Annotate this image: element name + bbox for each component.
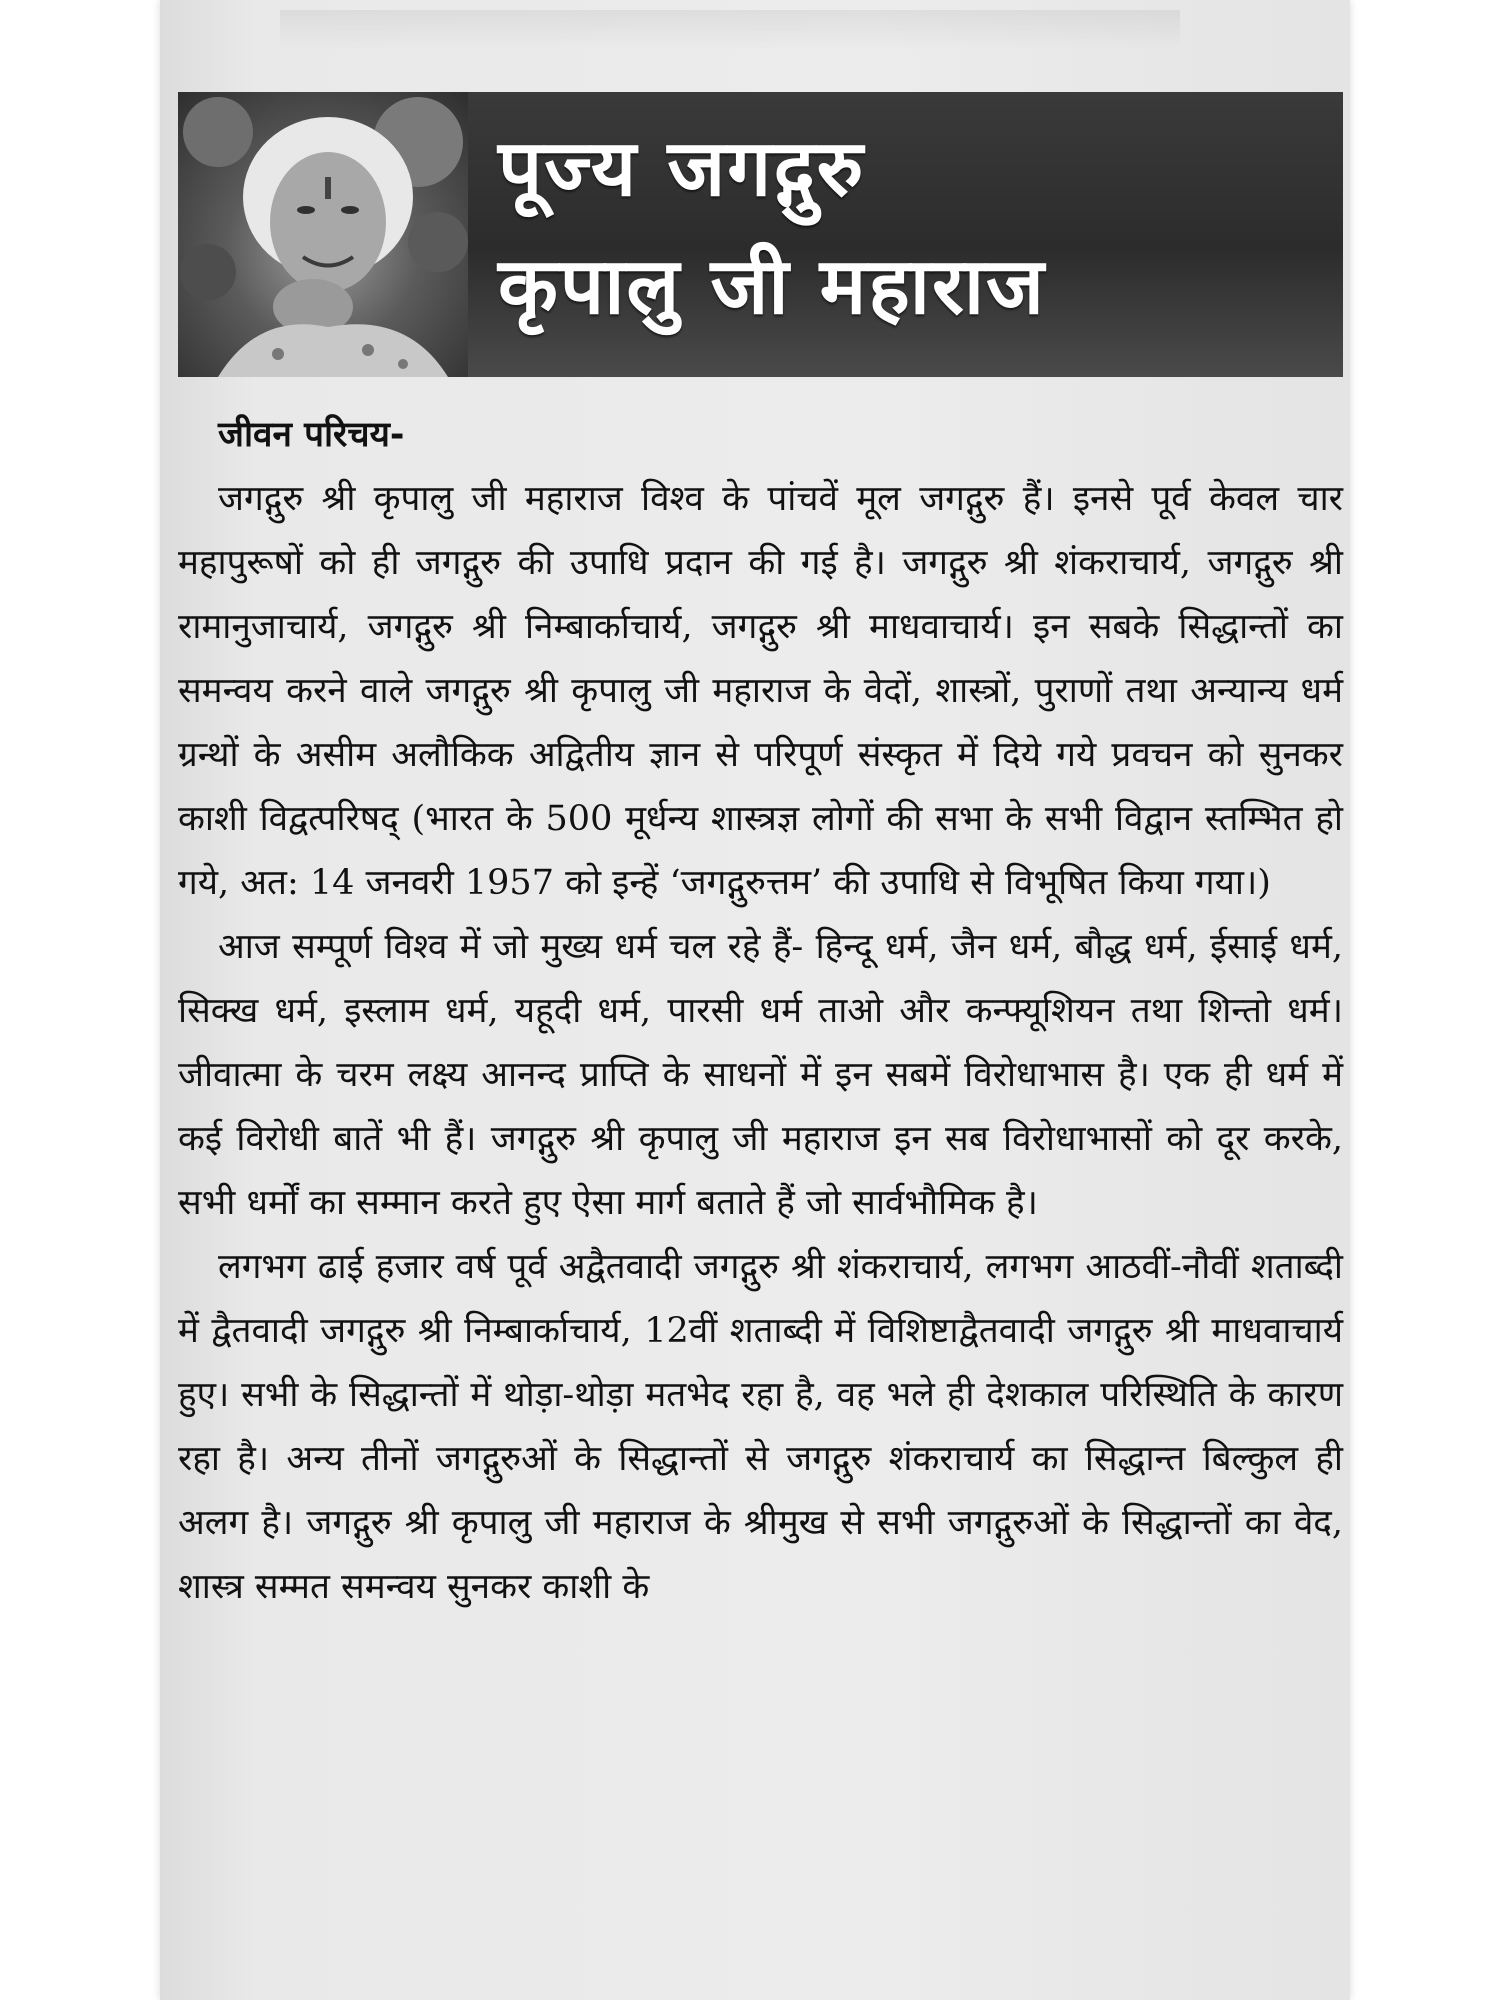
article-body [178, 403, 1343, 1619]
portrait-illustration [178, 92, 468, 377]
paragraph-3: लगभग ढाई हजार वर्ष पूर्व अद्वैतवादी जगद्गुरु श्री शंकराचार्य, लगभग आठवीं-नौवीं शताब्दी में द्वैतवादी जगद्गुरु श्री निम्बार्काचार्य, 12वीं शताब्दी में विशिष्टाद्वैतवादी जगद्गुरु श्री माधवाचार्य हुए। सभी के सिद्धान्तों में थोड़ा-थोड़ा मतभेद रहा है, वह भले ही देशकाल परिस्थिति के कारण रहा है। अन्य तीनों जगद्गुरुओं के सिद्धान्तों से जगद्गुरु शंकराचार्य का सिद्धान्त बिल्कुल ही अलग है। जगद्गुरु श्री कृपालु जी महाराज के श्रीमुख से सभी जगद्गुरुओं के सिद्धान्तों का वेद, शास्त्र सम्मत समन्वय सुनकर काशी के [178, 1247, 1343, 1607]
title-banner [178, 92, 1343, 377]
banner-title-line2: कृपालु जी महाराज [498, 242, 1046, 332]
banner-title-line1: पूज्य जगद्गुरु [498, 124, 866, 214]
section-heading: जीवन परिचय- [218, 415, 405, 455]
banner-title [498, 110, 1318, 346]
paragraph-1: जगद्गुरु श्री कृपालु जी महाराज विश्व के पांचवें मूल जगद्गुरु हैं। इनसे पूर्व केवल चार महापुरूषों को ही जगद्गुरु की उपाधि प्रदान की गई है। जगद्गुरु श्री शंकराचार्य, जगद्गुरु श्री रामानुजाचार्य, जगद्गुरु श्री निम्बार्काचार्य, जगद्गुरु श्री माधवाचार्य। इन सबके सिद्धान्तों का समन्वय करने वाले जगद्गुरु श्री कृपालु जी महाराज के वेदों, शास्त्रों, पुराणों तथा अन्यान्य धर्म ग्रन्थों के असीम अलौकिक अद्वितीय ज्ञान से परिपूर्ण संस्कृत में दिये गये प्रवचन को सुनकर काशी विद्वत्परिषद् (भारत के 500 मूर्धन्य शास्त्रज्ञ लोगों की सभा के सभी विद्वान स्तम्भित हो गये, अत: 14 जनवरी 1957 को इन्हें ‘जगद्गुरुत्तम’ की उपाधि से विभूषित किया गया।) [178, 479, 1343, 903]
paragraph-2: आज सम्पूर्ण विश्व में जो मुख्य धर्म चल रहे हैं- हिन्दू धर्म, जैन धर्म, बौद्ध धर्म, ईसाई धर्म, सिक्ख धर्म, इस्लाम धर्म, यहूदी धर्म, पारसी धर्म ताओ और कन्फ्यूशियन तथा शिन्तो धर्म। जीवात्मा के चरम लक्ष्य आनन्द प्राप्ति के साधनों में इन सबमें विरोधाभास है। एक ही धर्म में कई विरोधी बातें भी हैं। जगद्गुरु श्री कृपालु जी महाराज इन सब विरोधाभासों को दूर करके, सभी धर्मों का सम्मान करते हुए ऐसा मार्ग बताते हैं जो सार्वभौमिक है। [178, 927, 1343, 1223]
show-through-shadow [280, 10, 1180, 50]
portrait-photo [178, 92, 468, 377]
